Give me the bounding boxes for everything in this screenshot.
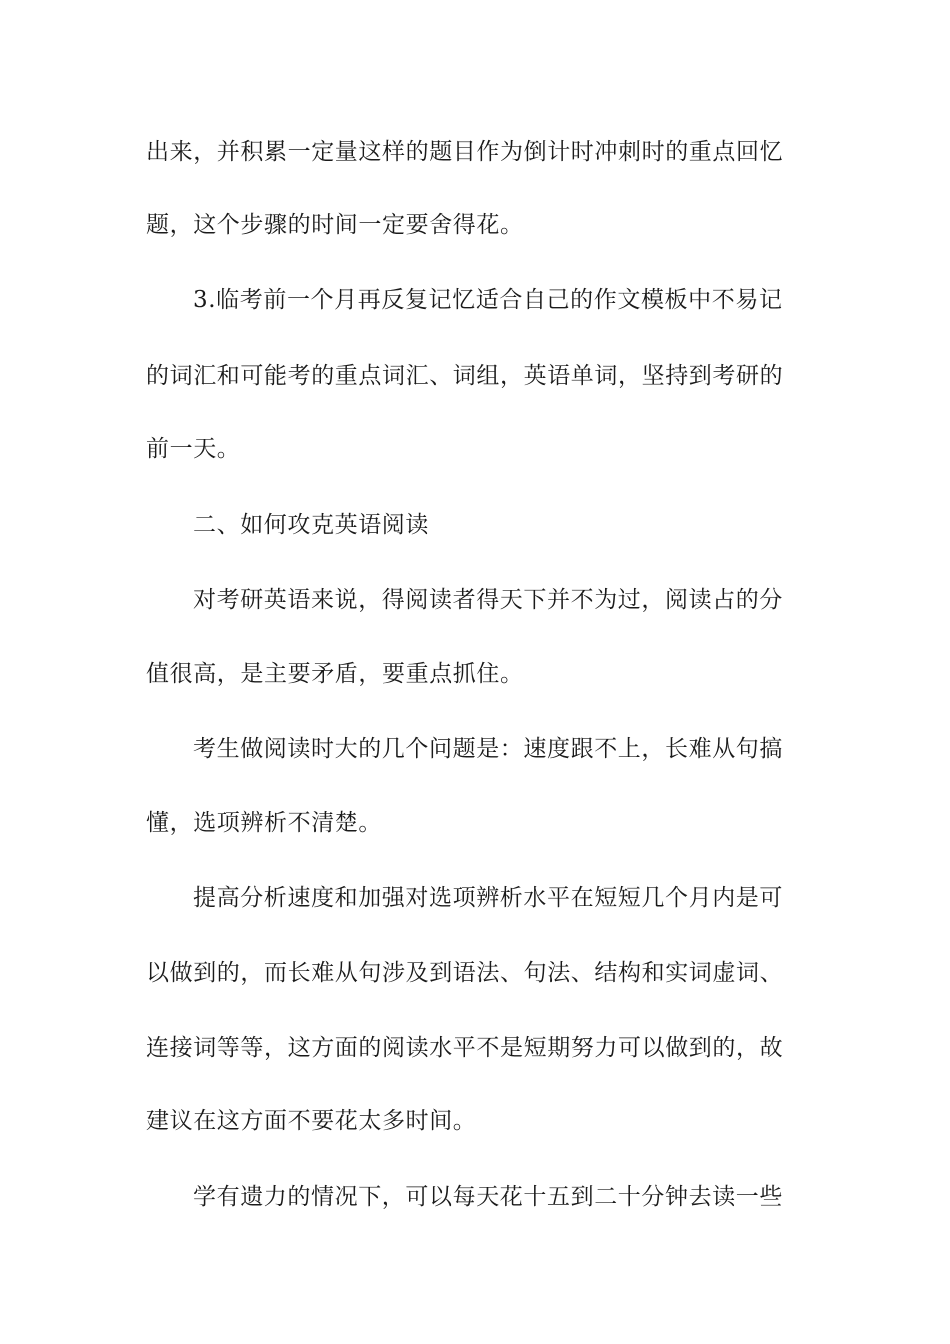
text-line: 懂，选项辨析不清楚。 bbox=[146, 810, 382, 836]
text-line: 题，这个步骤的时间一定要舍得花。 bbox=[146, 212, 524, 238]
section-heading: 二、如何攻克英语阅读 bbox=[193, 512, 429, 538]
text-line: 出来，并积累一定量这样的题目作为倒计时冲刺时的重点回忆 bbox=[146, 139, 784, 165]
text-line: 3.临考前一个月再反复记忆适合自己的作文模板中不易记 bbox=[193, 287, 783, 313]
text-line: 学有遗力的情况下，可以每天花十五到二十分钟去读一些 bbox=[193, 1184, 783, 1210]
text-line: 以做到的，而长难从句涉及到语法、句法、结构和实词虚词、 bbox=[146, 960, 784, 986]
text-line: 建议在这方面不要花太多时间。 bbox=[146, 1108, 477, 1134]
text-line: 考生做阅读时大的几个问题是：速度跟不上，长难从句搞 bbox=[193, 736, 783, 762]
text-line: 前一天。 bbox=[146, 436, 241, 462]
text-line: 对考研英语来说，得阅读者得天下并不为过，阅读占的分 bbox=[193, 587, 783, 613]
text-line: 值很高，是主要矛盾，要重点抓住。 bbox=[146, 661, 524, 687]
text-line: 的词汇和可能考的重点词汇、词组，英语单词，坚持到考研的 bbox=[146, 363, 784, 389]
text-line: 提高分析速度和加强对选项辨析水平在短短几个月内是可 bbox=[193, 885, 783, 911]
text-line: 连接词等等，这方面的阅读水平不是短期努力可以做到的，故 bbox=[146, 1035, 784, 1061]
